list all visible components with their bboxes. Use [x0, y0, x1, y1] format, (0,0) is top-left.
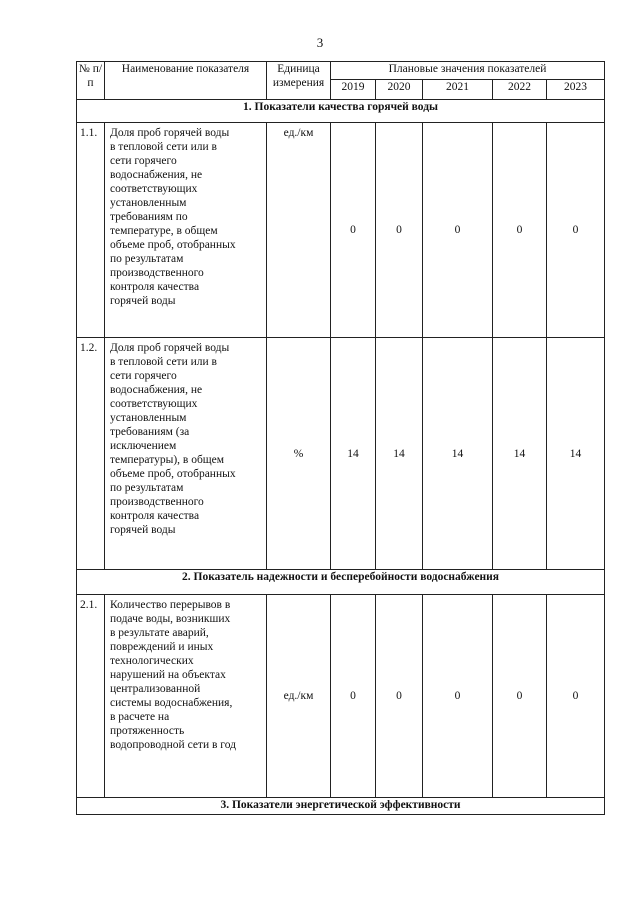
- indicator-name-line: по результатам: [110, 253, 184, 265]
- indicator-name-line: нарушений на объектах: [110, 669, 226, 681]
- indicator-name-line: водопроводной сети в год: [110, 739, 236, 751]
- indicator-name-line: горячей воды: [110, 524, 176, 536]
- header-name: Наименование показателя: [105, 62, 267, 100]
- indicator-name-line: объеме проб, отобранных: [110, 468, 236, 480]
- value-cell: 14: [331, 338, 376, 570]
- header-year: 2020: [376, 80, 423, 100]
- row-number: 1.1.: [77, 123, 105, 338]
- indicator-name-line: соответствующих: [110, 183, 198, 195]
- value-cell: 0: [331, 123, 376, 338]
- indicator-name: [105, 338, 267, 570]
- indicator-name-line: водоснабжения, не: [110, 384, 203, 396]
- indicator-name-line: исключением: [110, 440, 177, 452]
- indicator-name-line: в тепловой сети или в: [110, 356, 217, 368]
- value-cell: 0: [331, 595, 376, 798]
- indicator-name-line: требованиям (за: [110, 426, 190, 438]
- indicator-name-line: объеме проб, отобранных: [110, 239, 236, 251]
- indicator-name-line: водоснабжения, не: [110, 169, 203, 181]
- header-plan: Плановые значения показателей: [331, 62, 605, 80]
- indicator-name-line: контроля качества: [110, 510, 200, 522]
- indicator-name-line: протяженность: [110, 725, 185, 737]
- indicator-name-line: в результате аварий,: [110, 627, 209, 639]
- value-cell: 0: [423, 595, 493, 798]
- row-number: 1.2.: [77, 338, 105, 570]
- header-year: 2019: [331, 80, 376, 100]
- unit-cell: %: [267, 338, 331, 570]
- indicator-name-line: по результатам: [110, 482, 184, 494]
- indicator-name-line: в тепловой сети или в: [110, 141, 217, 153]
- header-year: 2023: [547, 80, 605, 100]
- value-cell: 0: [376, 595, 423, 798]
- section-title: 3. Показатели энергетической эффективности: [77, 798, 605, 815]
- indicator-name-line: производственного: [110, 496, 204, 508]
- indicator-name-line: горячей воды: [110, 295, 176, 307]
- indicator-name-line: температуре, в общем: [110, 225, 218, 237]
- value-cell: 0: [547, 123, 605, 338]
- indicator-name-line: подаче воды, возникших: [110, 613, 231, 625]
- unit-cell: ед./км: [267, 123, 331, 338]
- indicator-name-line: повреждений и иных: [110, 641, 214, 653]
- value-cell: 0: [376, 123, 423, 338]
- section-title: 1. Показатели качества горячей воды: [77, 100, 605, 123]
- value-cell: 0: [423, 123, 493, 338]
- indicator-name-line: Доля проб горячей воды: [110, 342, 230, 354]
- table-row: [77, 338, 605, 570]
- value-cell: 0: [547, 595, 605, 798]
- header-year: 2021: [423, 80, 493, 100]
- indicator-name-line: сети горячего: [110, 370, 177, 382]
- value-cell: 14: [493, 338, 547, 570]
- indicator-name-line: установленным: [110, 197, 187, 209]
- section-title: 2. Показатель надежности и бесперебойности водоснабжения: [77, 570, 605, 595]
- indicators-table: [76, 61, 605, 815]
- indicator-name-line: централизованной: [110, 683, 201, 695]
- header-num: № п/п: [77, 62, 105, 100]
- table-row: [77, 123, 605, 338]
- value-cell: 0: [493, 123, 547, 338]
- value-cell: 14: [423, 338, 493, 570]
- header-unit: Единица измерения: [267, 62, 331, 100]
- indicator-name-line: сети горячего: [110, 155, 177, 167]
- table-row: [77, 595, 605, 798]
- unit-cell: ед./км: [267, 595, 331, 798]
- indicator-name-line: производственного: [110, 267, 204, 279]
- indicator-name-line: Доля проб горячей воды: [110, 127, 230, 139]
- value-cell: 14: [547, 338, 605, 570]
- row-number: 2.1.: [77, 595, 105, 798]
- indicator-name-line: Количество перерывов в: [110, 599, 231, 611]
- indicator-name: [105, 123, 267, 338]
- page-number: 3: [316, 35, 324, 50]
- indicator-name-line: контроля качества: [110, 281, 200, 293]
- indicator-name: [105, 595, 267, 798]
- value-cell: 14: [376, 338, 423, 570]
- indicator-name-line: соответствующих: [110, 398, 198, 410]
- value-cell: 0: [493, 595, 547, 798]
- indicator-name-line: установленным: [110, 412, 187, 424]
- indicator-name-line: температуры), в общем: [110, 454, 225, 466]
- header-year: 2022: [493, 80, 547, 100]
- indicator-name-line: технологических: [110, 655, 194, 667]
- indicator-name-line: требованиям по: [110, 211, 188, 223]
- indicator-name-line: системы водоснабжения,: [110, 697, 233, 709]
- indicator-name-line: в расчете на: [110, 711, 170, 723]
